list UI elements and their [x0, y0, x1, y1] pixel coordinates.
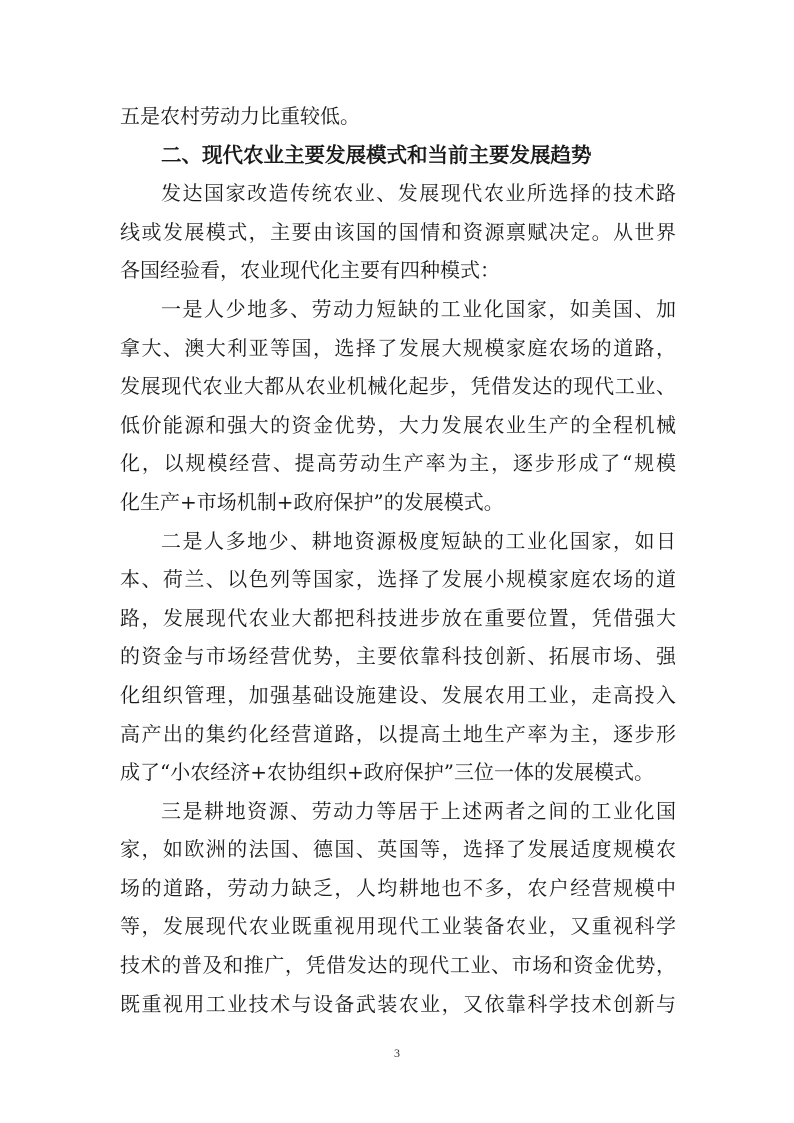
text-line: 高产出的集约化经营道路，以提高土地生产率为主，逐步形	[120, 721, 676, 746]
text-line: 等，发展现代农业既重视用现代工业装备农业，又重视科学	[120, 914, 676, 939]
page-number: 3	[394, 1046, 400, 1060]
text-line: 的资金与市场经营优势，主要依靠科技创新、拓展市场、强	[120, 644, 676, 669]
text-line: 线或发展模式，主要由该国的国情和资源禀赋决定。从世界	[120, 219, 676, 244]
text-line: 低价能源和强大的资金优势，大力发展农业生产的全程机械	[120, 412, 676, 437]
text-line: 发展现代农业大都从农业机械化起步，凭借发达的现代工业、	[120, 374, 676, 399]
section-heading: 二、现代农业主要发展模式和当前主要发展趋势	[161, 142, 592, 167]
text-line: 二是人多地少、耕地资源极度短缺的工业化国家，如日	[161, 528, 676, 553]
text-line: 化，以规模经营、提高劳动生产率为主，逐步形成了“规模	[120, 451, 676, 476]
text-line: 技术的普及和推广，凭借发达的现代工业、市场和资金优势，	[120, 953, 676, 978]
text-line: 化组织管理，加强基础设施建设、发展农用工业，走高投入	[120, 682, 676, 707]
text-line: 路，发展现代农业大都把科技进步放在重要位置，凭借强大	[120, 605, 676, 630]
text-line: 家，如欧洲的法国、德国、英国等，选择了发展适度规模农	[120, 837, 676, 862]
text-line: 场的道路，劳动力缺乏，人均耕地也不多，农户经营规模中	[120, 875, 676, 900]
text-line: 发达国家改造传统农业、发展现代农业所选择的技术路	[161, 181, 676, 206]
text-line: 化生产+市场机制+政府保护”的发展模式。	[120, 489, 504, 514]
text-line: 拿大、澳大利亚等国，选择了发展大规模家庭农场的道路，	[120, 335, 676, 360]
text-line: 五是农村劳动力比重较低。	[120, 104, 360, 128]
text-line: 本、荷兰、以色列等国家，选择了发展小规模家庭农场的道	[120, 567, 676, 592]
document-body	[120, 97, 676, 1023]
text-line: 三是耕地资源、劳动力等居于上述两者之间的工业化国	[161, 798, 676, 823]
text-line: 一是人少地多、劳动力短缺的工业化国家，如美国、加	[161, 296, 676, 321]
text-line: 成了“小农经济+农协组织+政府保护”三位一体的发展模式。	[120, 760, 654, 785]
text-line: 既重视用工业技术与设备武装农业，又依靠科学技术创新与	[120, 991, 676, 1016]
text-line: 各国经验看，农业现代化主要有四种模式：	[120, 258, 500, 283]
